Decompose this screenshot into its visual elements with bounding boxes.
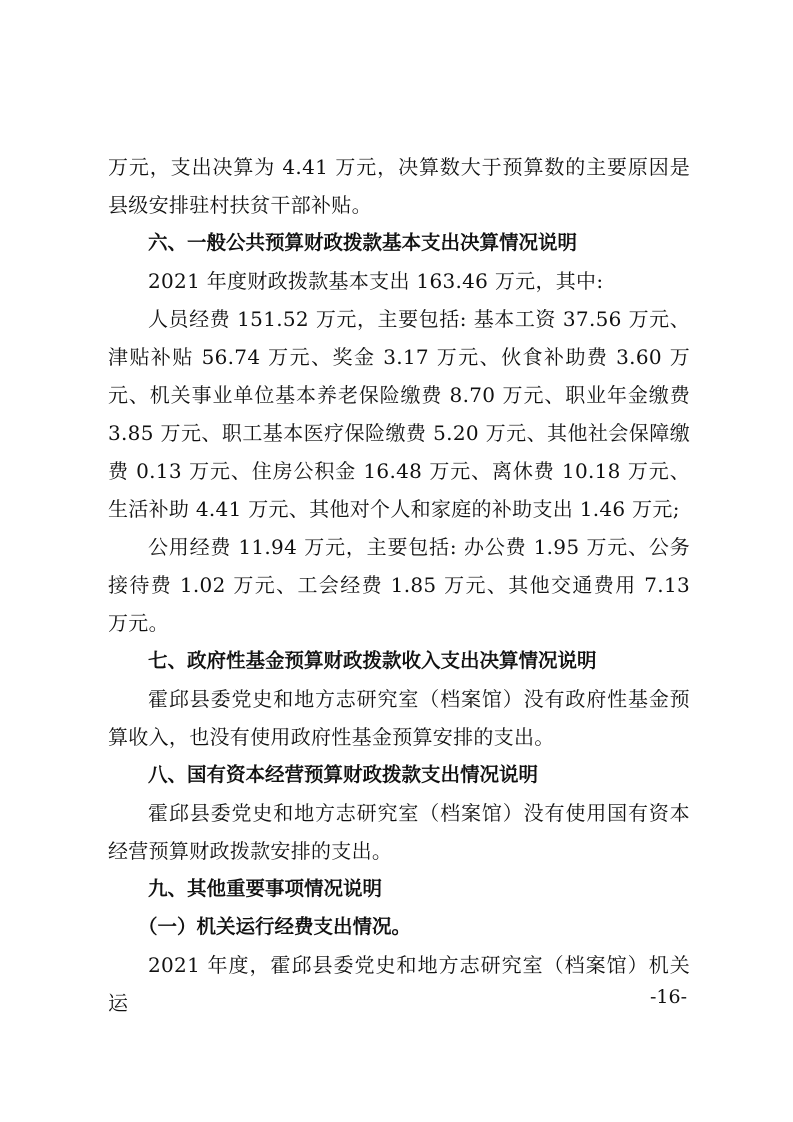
paragraph-state-capital: 霍邱县委党史和地方志研究室（档案馆）没有使用国有资本经营预算财政拨款安排的支出。: [108, 801, 690, 863]
paragraph-basic-expenditure: 2021 年度财政拨款基本支出 163.46 万元，其中:: [148, 269, 604, 293]
heading-section-8: 八、国有资本经营预算财政拨款支出情况说明: [148, 763, 539, 786]
heading-section-7: 七、政府性基金预算财政拨款收入支出决算情况说明: [148, 649, 597, 672]
document-body: [108, 148, 690, 1022]
paragraph-government-fund: 霍邱县委党史和地方志研究室（档案馆）没有政府性基金预算收入，也没有使用政府性基金预算安排的支出。: [108, 687, 690, 749]
heading-section-9: 九、其他重要事项情况说明: [148, 877, 383, 900]
paragraph-continuation: 万元，支出决算为 4.41 万元，决算数大于预算数的主要原因是县级安排驻村扶贫干部补贴。: [108, 155, 690, 217]
paragraph-personnel-expenses: 人员经费 151.52 万元，主要包括: 基本工资 37.56 万元、津贴补贴 56.74 万元、奖金 3.17 万元、伙食补助费 3.60 万元、机关事业单位基本养老保险缴费 8.70 万元、职业年金缴费 3.85 万元、职工基本医疗保险缴费 5.20 万元、其他社会保障缴费 0.13 万元、住房公积金 16.48 万元、离休费 10.18 万元、生活补助 4.41 万元、其他对个人和家庭的补助支出 1.46 万元;: [108, 307, 690, 521]
heading-section-6: 六、一般公共预算财政拨款基本支出决算情况说明: [148, 231, 578, 254]
page-number: -16-: [650, 986, 688, 1008]
paragraph-public-expenses: 公用经费 11.94 万元，主要包括: 办公费 1.95 万元、公务接待费 1.02 万元、工会经费 1.85 万元、其他交通费用 7.13 万元。: [108, 535, 690, 635]
subheading-operating-expenses: （一）机关运行经费支出情况。: [138, 915, 412, 938]
paragraph-operating-expenses: 2021 年度，霍邱县委党史和地方志研究室（档案馆）机关运: [108, 953, 690, 1015]
